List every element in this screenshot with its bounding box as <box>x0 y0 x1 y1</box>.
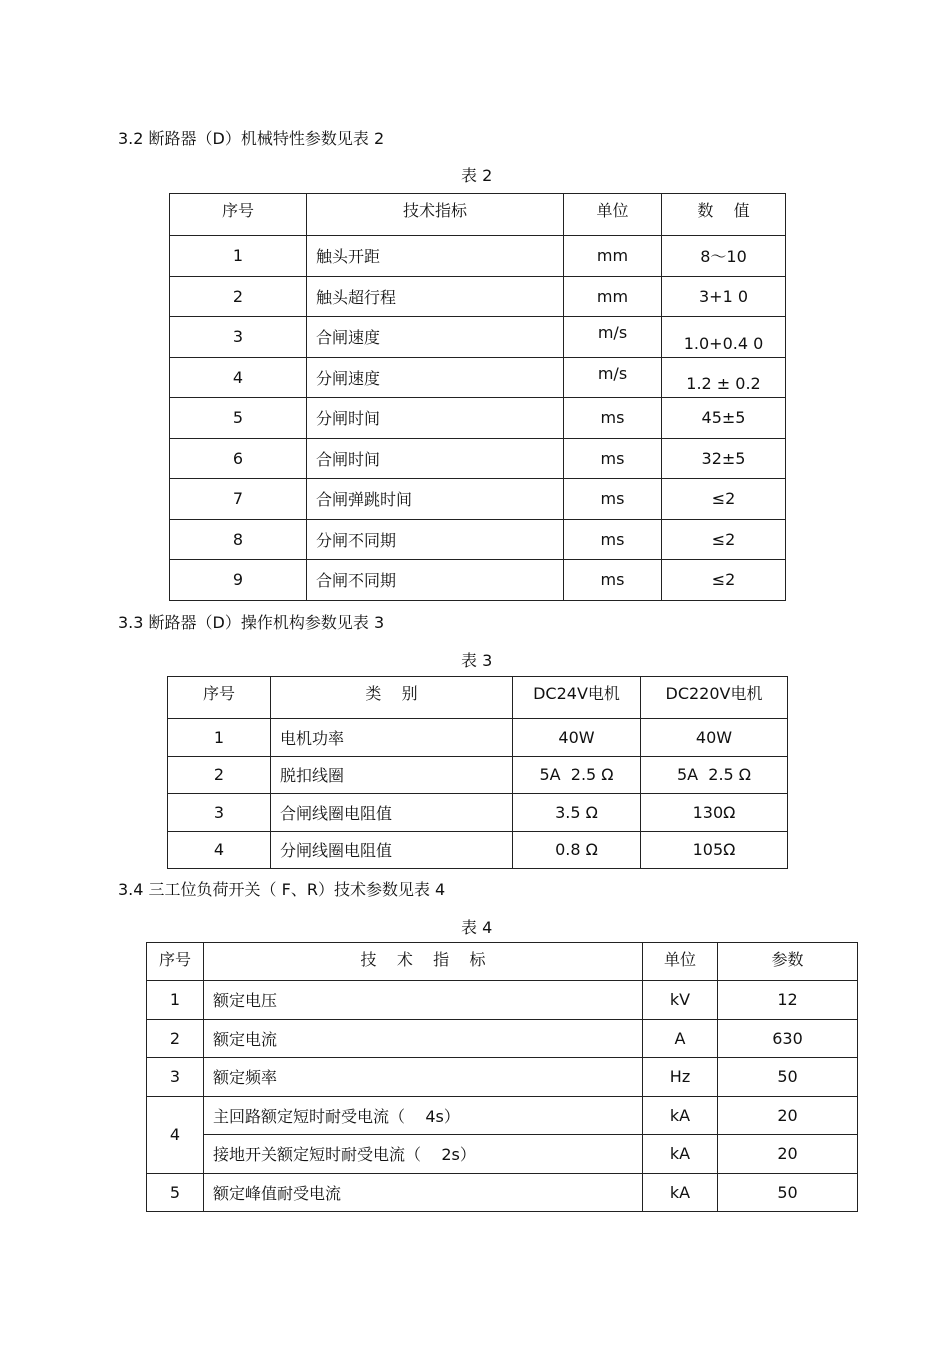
cell-dc220: 130Ω <box>641 794 788 832</box>
table-row <box>170 519 786 560</box>
header-cell-no: 序号 <box>170 194 307 236</box>
cell-item: 主回路额定短时耐受电流（ 4s） <box>204 1096 643 1135</box>
cell-no: 5 <box>170 398 307 439</box>
section-heading-3-2: 3.2 断路器（D）机械特性参数见表 2 <box>118 129 385 148</box>
header-cell-item: 技术指标 <box>307 194 564 236</box>
cell-value: 3+1 0 <box>662 276 786 317</box>
cell-dc220: 5A 2.5 Ω <box>641 756 788 794</box>
cell-value: 45±5 <box>662 398 786 439</box>
table-2-caption: 表 2 <box>461 166 493 185</box>
cell-no: 6 <box>170 438 307 479</box>
cell-dc24: 5A 2.5 Ω <box>513 756 641 794</box>
header-cell-unit: 单位 <box>643 943 718 981</box>
header-cell-no: 序号 <box>147 943 204 981</box>
table-row <box>170 317 786 358</box>
section-heading-3-3: 3.3 断路器（D）操作机构参数见表 3 <box>118 613 385 632</box>
cell-value: ≤2 <box>662 479 786 520</box>
table-row <box>147 981 858 1020</box>
cell-unit: A <box>643 1019 718 1058</box>
cell-unit: kA <box>643 1096 718 1135</box>
section-heading-3-4: 3.4 三工位负荷开关（ F、R）技术参数见表 4 <box>118 880 446 899</box>
cell-item: 合闸线圈电阻值 <box>271 794 513 832</box>
cell-unit: m/s <box>564 357 662 398</box>
table-row <box>168 719 788 757</box>
table-4-caption: 表 4 <box>461 918 493 937</box>
cell-value: ≤2 <box>662 519 786 560</box>
cell-value: 50 <box>718 1058 858 1097</box>
cell-no: 9 <box>170 560 307 601</box>
table-3-caption: 表 3 <box>461 651 493 670</box>
cell-no: 1 <box>168 719 271 757</box>
cell-no: 4 <box>170 357 307 398</box>
cell-no: 4 <box>168 831 271 869</box>
table-header-row <box>170 194 786 236</box>
cell-no: 4 <box>147 1096 204 1173</box>
header-cell-value: 数 值 <box>662 194 786 236</box>
table-row <box>170 560 786 601</box>
cell-no: 2 <box>168 756 271 794</box>
cell-no: 2 <box>170 276 307 317</box>
cell-unit: ms <box>564 398 662 439</box>
table-row <box>147 1135 858 1174</box>
header-cell-dc220: DC220V电机 <box>641 677 788 719</box>
table-row <box>170 479 786 520</box>
header-cell-unit: 单位 <box>564 194 662 236</box>
cell-dc24: 3.5 Ω <box>513 794 641 832</box>
cell-value: 20 <box>718 1135 858 1174</box>
table-row <box>170 236 786 277</box>
cell-value: 12 <box>718 981 858 1020</box>
cell-item: 电机功率 <box>271 719 513 757</box>
header-cell-item: 类 别 <box>271 677 513 719</box>
cell-item: 分闸不同期 <box>307 519 564 560</box>
cell-item: 脱扣线圈 <box>271 756 513 794</box>
cell-item: 额定频率 <box>204 1058 643 1097</box>
table-header-row <box>147 943 858 981</box>
table-2-breaker-mechanical-params <box>169 193 786 601</box>
table-4-load-switch-params <box>146 942 858 1212</box>
table-row <box>170 357 786 398</box>
cell-no: 5 <box>147 1173 204 1212</box>
table-row <box>168 756 788 794</box>
header-cell-item: 技 术 指 标 <box>204 943 643 981</box>
table-row <box>170 438 786 479</box>
cell-dc24: 0.8 Ω <box>513 831 641 869</box>
header-cell-no: 序号 <box>168 677 271 719</box>
cell-no: 3 <box>168 794 271 832</box>
cell-item: 合闸不同期 <box>307 560 564 601</box>
header-cell-dc24: DC24V电机 <box>513 677 641 719</box>
table-row <box>147 1096 858 1135</box>
table-row <box>147 1058 858 1097</box>
cell-value: 50 <box>718 1173 858 1212</box>
cell-item: 合闸时间 <box>307 438 564 479</box>
cell-item: 分闸线圈电阻值 <box>271 831 513 869</box>
cell-no: 7 <box>170 479 307 520</box>
cell-unit: ms <box>564 519 662 560</box>
cell-item: 合闸弹跳时间 <box>307 479 564 520</box>
cell-dc24: 40W <box>513 719 641 757</box>
cell-item: 额定峰值耐受电流 <box>204 1173 643 1212</box>
cell-unit: ms <box>564 438 662 479</box>
cell-value: 32±5 <box>662 438 786 479</box>
cell-no: 3 <box>170 317 307 358</box>
cell-value: 8～10 <box>662 236 786 277</box>
table-3-operating-mechanism-params <box>167 676 788 869</box>
cell-dc220: 40W <box>641 719 788 757</box>
cell-value: 1.2 ± 0.2 <box>662 357 786 398</box>
cell-unit: kA <box>643 1135 718 1174</box>
cell-item: 分闸时间 <box>307 398 564 439</box>
cell-item: 接地开关额定短时耐受电流（ 2s） <box>204 1135 643 1174</box>
cell-item: 额定电流 <box>204 1019 643 1058</box>
cell-dc220: 105Ω <box>641 831 788 869</box>
table-row <box>170 276 786 317</box>
cell-item: 分闸速度 <box>307 357 564 398</box>
table-header-row <box>168 677 788 719</box>
cell-unit: mm <box>564 236 662 277</box>
table-row <box>147 1173 858 1212</box>
cell-item: 合闸速度 <box>307 317 564 358</box>
table-row <box>168 794 788 832</box>
table-row <box>168 831 788 869</box>
cell-unit: ms <box>564 479 662 520</box>
cell-value: 630 <box>718 1019 858 1058</box>
cell-value: 1.0+0.4 0 <box>662 317 786 358</box>
cell-unit: m/s <box>564 317 662 358</box>
cell-unit: ms <box>564 560 662 601</box>
cell-item: 触头开距 <box>307 236 564 277</box>
cell-item: 触头超行程 <box>307 276 564 317</box>
cell-no: 1 <box>170 236 307 277</box>
table-row <box>170 398 786 439</box>
cell-unit: Hz <box>643 1058 718 1097</box>
cell-no: 3 <box>147 1058 204 1097</box>
cell-value: ≤2 <box>662 560 786 601</box>
cell-value: 20 <box>718 1096 858 1135</box>
cell-unit: kA <box>643 1173 718 1212</box>
cell-no: 8 <box>170 519 307 560</box>
cell-no: 1 <box>147 981 204 1020</box>
cell-unit: mm <box>564 276 662 317</box>
cell-no: 2 <box>147 1019 204 1058</box>
cell-item: 额定电压 <box>204 981 643 1020</box>
header-cell-value: 参数 <box>718 943 858 981</box>
cell-unit: kV <box>643 981 718 1020</box>
table-row <box>147 1019 858 1058</box>
